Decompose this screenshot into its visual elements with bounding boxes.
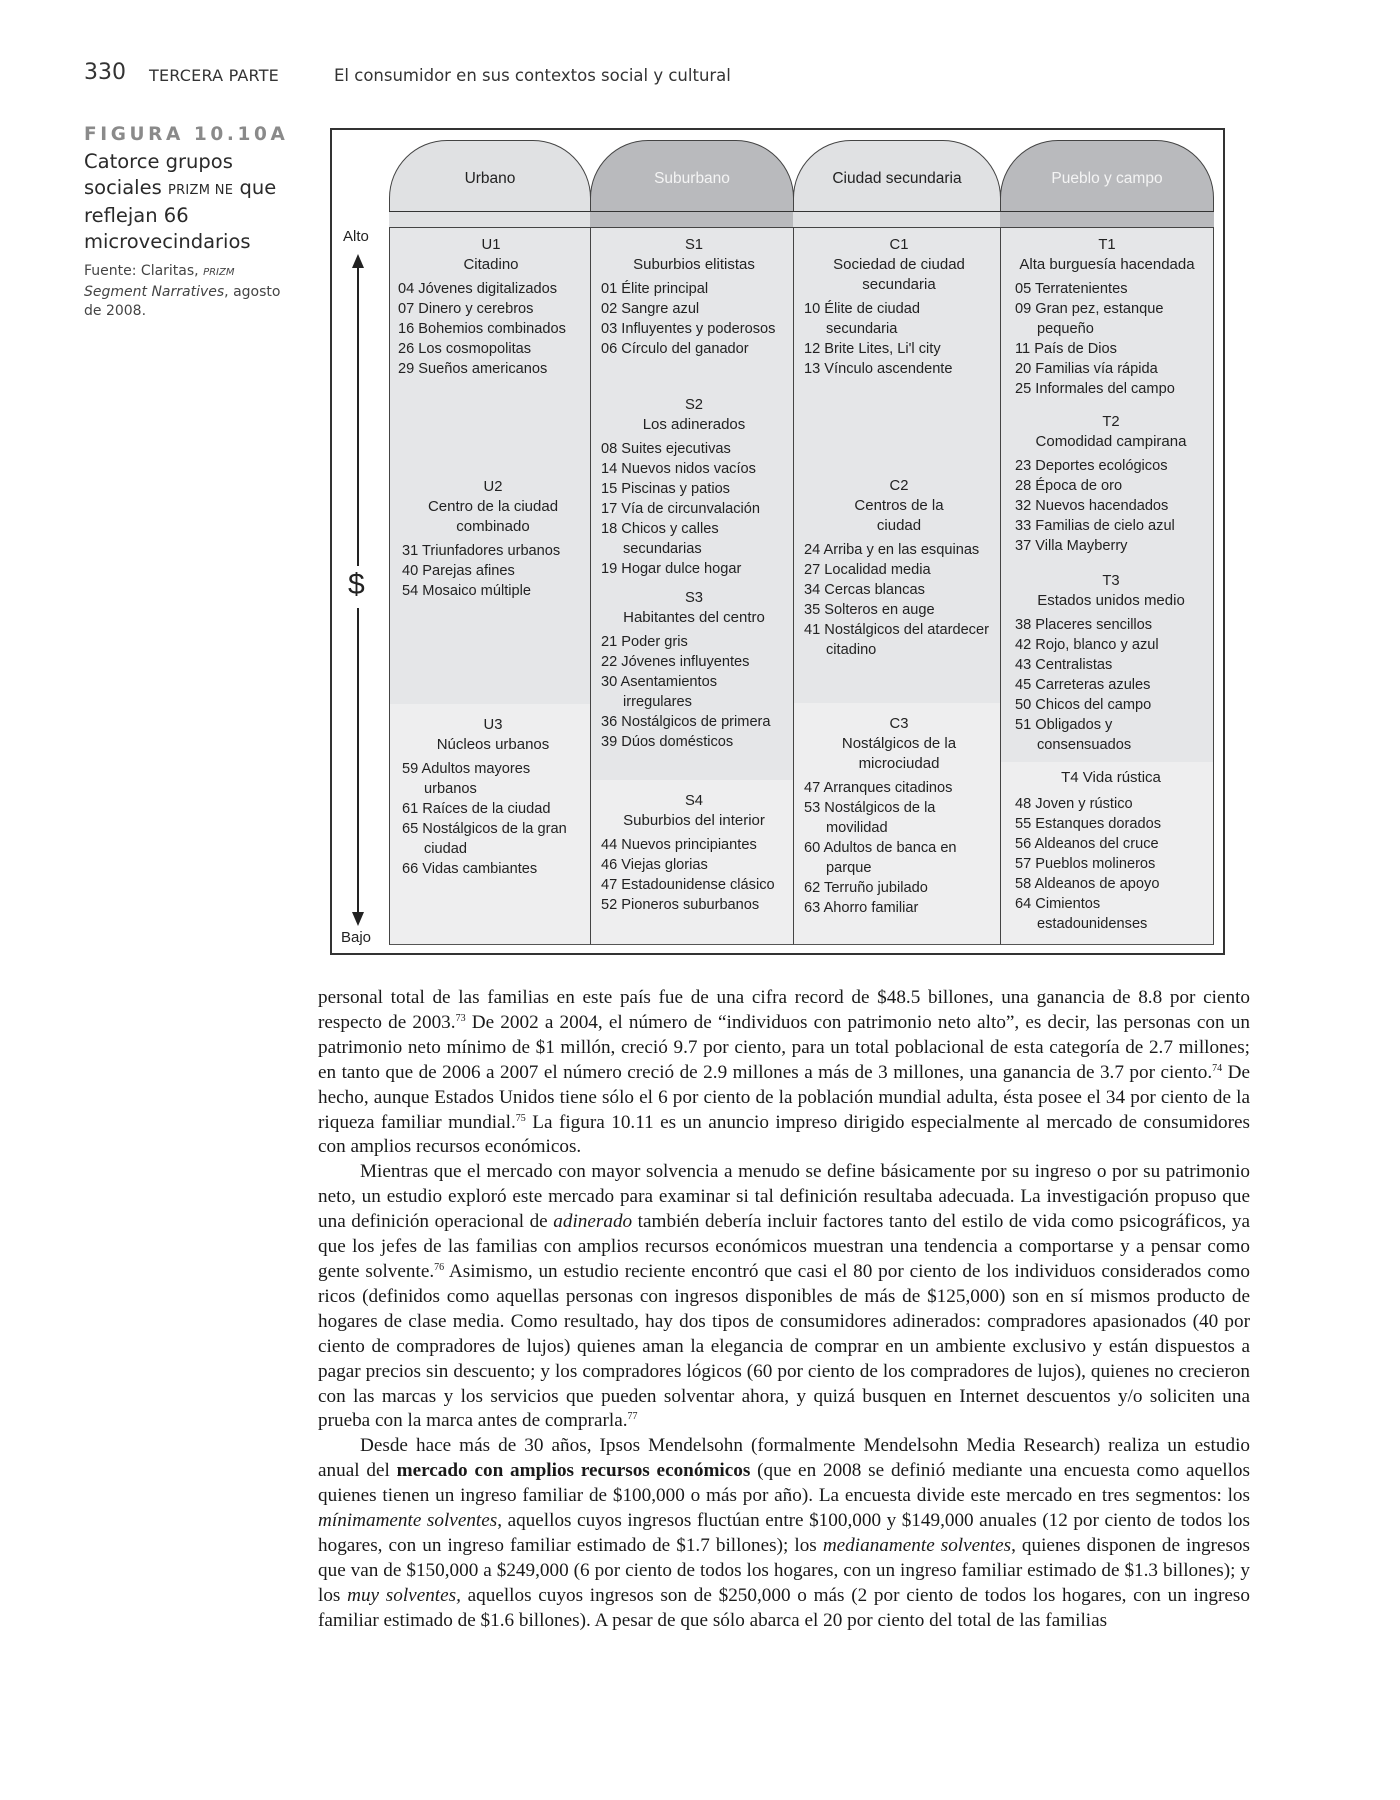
group-code: U2	[483, 479, 503, 495]
segment-item: 18 Chicos y calles secundarias	[601, 521, 719, 557]
segment-item: 34 Cercas blancas	[804, 582, 925, 598]
group-name: Citadino	[463, 256, 519, 273]
segment-item: 47 Estadounidense clásico	[601, 877, 775, 893]
group-c3	[793, 703, 1001, 945]
segment-item: 57 Pueblos molineros	[1015, 856, 1156, 872]
segment-item: 36 Nostálgicos de primera	[601, 714, 771, 730]
segment-item: 37 Villa Mayberry	[1015, 538, 1128, 554]
segment-item: 26 Los cosmopolitas	[398, 341, 532, 357]
segment-item: 51 Obligados y consensuados	[1015, 717, 1132, 753]
group-name: Centro de la ciudad combinado	[427, 498, 559, 535]
group-t3	[1000, 568, 1214, 763]
segment-item: 59 Adultos mayores urbanos	[402, 761, 531, 797]
segment-list	[601, 439, 787, 579]
group-name: Vida rústica	[1082, 769, 1161, 786]
group-code: T3	[1102, 573, 1120, 589]
segment-item: 47 Arranques citadinos	[804, 780, 953, 796]
group-t4	[1000, 762, 1214, 945]
column-band	[793, 211, 1001, 228]
text-run: (que en 2008 se definió mediante una encuesta como aquellos quienes tienen un ingreso familiar de $100,000 o más por año). La encuesta divide este mercado en tres segmentos: los	[318, 1460, 1250, 1507]
segment-item: 28 Época de oro	[1015, 478, 1123, 494]
figure-label: FIGURA 10.10A	[84, 124, 289, 145]
group-s3	[590, 585, 794, 781]
group-name: Suburbios elitistas	[633, 256, 755, 273]
segment-item: 39 Dúos domésticos	[601, 734, 734, 750]
segment-item: 06 Círculo del ganador	[601, 341, 749, 357]
text-run: De 2002 a 2004, el número de “individuos con patrimonio neto alto”, es decir, las personas con un patrimonio neto mínimo de $1 millón, creció 9.7 por ciento, para un total poblacional de esta categoría de 2.7 millones; en tanto que de 2006 a 2007 el número creció de 2.9 millones a más de 3 millones, una ganancia de 3.7 por ciento.	[318, 1011, 1250, 1083]
group-code: T1	[1098, 237, 1116, 253]
axis-bottom-label: Bajo	[341, 929, 372, 946]
segment-item: 27 Localidad media	[804, 562, 931, 578]
segment-list	[402, 759, 584, 879]
paragraph-3	[318, 1434, 1250, 1633]
group-code: T2	[1102, 414, 1120, 430]
group-code: S3	[684, 590, 704, 606]
source-smallcaps: PRIZM	[203, 267, 235, 278]
segment-item: 60 Adultos de banca en parque	[804, 840, 957, 876]
figure-title	[84, 149, 294, 254]
segment-list	[1015, 279, 1211, 399]
key-term: mercado con amplios recursos económicos	[396, 1460, 751, 1482]
source-title: Segment Narratives	[84, 283, 225, 300]
group-name: Los adinerados	[642, 416, 746, 433]
footnote-ref[interactable]: 76	[434, 1261, 445, 1273]
segment-item: 32 Nuevos hacendados	[1015, 498, 1169, 514]
segment-list	[1015, 615, 1207, 755]
segment-item: 35 Solteros en auge	[804, 602, 935, 618]
column-header-suburbano	[590, 140, 794, 212]
segment-item: 16 Bohemios combinados	[398, 321, 566, 337]
group-name: Estados unidos medio	[1037, 592, 1185, 609]
group-name: Comodidad campirana	[1035, 433, 1187, 450]
segment-item: 22 Jóvenes influyentes	[601, 654, 750, 670]
segment-item: 03 Influyentes y poderosos	[601, 321, 776, 337]
dollar-icon: $	[348, 568, 365, 601]
segment-item: 40 Parejas afines	[402, 563, 515, 579]
axis-line-upper	[357, 266, 359, 566]
text-run: , aquellos cuyos ingresos fluctúan entre $100,000 y $149,000 anuales (12 por ciento de todos los hogares, con un ingreso familiar estimado de $1.7 billones); los	[318, 1510, 1250, 1556]
emphasis: muy solventes,	[347, 1584, 461, 1606]
group-code: S2	[684, 397, 704, 413]
column-header-label: Pueblo y campo	[1051, 169, 1163, 187]
segment-item: 45 Carreteras azules	[1015, 677, 1151, 693]
segment-item: 38 Placeres sencillos	[1015, 617, 1153, 633]
segment-item: 52 Pioneros suburbanos	[601, 897, 760, 913]
segment-item: 62 Terruño jubilado	[804, 880, 928, 896]
column-header-label: Suburbano	[654, 169, 730, 187]
group-u3	[389, 704, 591, 945]
column-header-urbano	[389, 140, 591, 212]
text-run: , quienes disponen de ingresos que van de $150,000 a $249,000 (6 por ciento de todos los hogares, con un ingreso familiar estimado de $1.3 billones); y los	[318, 1534, 1250, 1606]
segment-item: 24 Arriba y en las esquinas	[804, 542, 980, 558]
segment-item: 02 Sangre azul	[601, 301, 700, 317]
source-suffix: , agosto de 2008.	[84, 283, 281, 319]
arrow-down-icon	[352, 912, 364, 926]
segment-item: 61 Raíces de la ciudad	[402, 801, 551, 817]
text-run: De hecho, aunque Estados Unidos tiene sólo el 6 por ciento de la población mundial adulta, ésta posee el 34 por ciento de la riqueza familiar mundial.	[318, 1061, 1251, 1133]
figure-source	[84, 262, 284, 322]
text-run: La figura 10.11 es un anuncio impreso dirigido especialmente al mercado de consumidores con amplios recursos económicos.	[318, 1111, 1250, 1158]
segment-item: 43 Centralistas	[1015, 657, 1113, 673]
axis-line-lower	[357, 608, 359, 914]
segment-item: 07 Dinero y cerebros	[398, 301, 534, 317]
group-code: U1	[481, 237, 501, 253]
segment-item: 50 Chicos del campo	[1015, 697, 1152, 713]
column-header-ciudad-secundaria	[793, 140, 1001, 212]
footnote-ref[interactable]: 74	[1212, 1062, 1223, 1074]
group-u1	[389, 228, 591, 467]
group-s2	[590, 392, 794, 586]
segment-item: 65 Nostálgicos de la gran ciudad	[402, 821, 567, 857]
segment-list	[601, 835, 787, 915]
group-name: Sociedad de ciudad secundaria	[833, 256, 965, 293]
source-prefix: Fuente: Claritas,	[84, 263, 204, 279]
segment-item: 64 Cimientos estadounidenses	[1015, 896, 1148, 932]
column-header-label: Ciudad secundaria	[832, 169, 962, 187]
segment-item: 44 Nuevos principiantes	[601, 837, 757, 853]
page-number: 330	[84, 60, 126, 85]
segment-item: 53 Nostálgicos de la movilidad	[804, 800, 936, 836]
column-header-label: Urbano	[464, 169, 516, 187]
group-code: T4	[1061, 769, 1079, 786]
group-name: Centros de la ciudad	[854, 497, 944, 534]
group-code: U3	[483, 717, 503, 733]
segment-item: 54 Mosaico múltiple	[402, 583, 531, 599]
group-name: Nostálgicos de la microciudad	[841, 735, 957, 772]
group-heading	[1015, 768, 1207, 788]
segment-item: 04 Jóvenes digitalizados	[398, 281, 558, 297]
paragraph-1	[318, 986, 1250, 1160]
segment-item: 21 Poder gris	[601, 634, 688, 650]
group-code: C2	[889, 478, 909, 494]
text-run: también debería incluir factores tanto del estilo de vida como psicográficos, ya que los jefes de las familias con amplios recursos económicos muestran una tendencia a comportarse y a pensar como gente solvente.	[318, 1211, 1250, 1282]
group-t1	[1000, 228, 1214, 410]
group-name: Suburbios del interior	[623, 812, 765, 829]
text-run: Desde hace más de 30 años, Ipsos Mendelsohn (formalmente Mendelsohn Media Research) realiza un estudio anual del	[318, 1435, 1250, 1482]
paragraph-2	[318, 1160, 1250, 1434]
emphasis: medianamente solventes	[822, 1534, 1012, 1556]
segment-item: 63 Ahorro familiar	[804, 900, 919, 916]
segment-item: 15 Piscinas y patios	[601, 481, 730, 497]
segment-item: 42 Rojo, blanco y azul	[1015, 637, 1159, 653]
column-band	[389, 211, 591, 228]
group-code: S1	[684, 237, 704, 253]
segment-item: 41 Nostálgicos del atardecer citadino	[804, 622, 989, 658]
segment-list	[398, 279, 584, 379]
group-name: Habitantes del centro	[623, 609, 765, 626]
footnote-ref[interactable]: 77	[627, 1411, 638, 1423]
column-header-pueblo-y-campo	[1000, 140, 1214, 212]
group-c1	[793, 228, 1001, 466]
figure-title-text-2: que reflejan 66 microvecindarios	[84, 175, 277, 253]
column-band	[1000, 211, 1214, 228]
text-run: Asimismo, un estudio reciente encontró que casi el 80 por ciento de los individuos considerados como ricos (definidos como aquellas personas con ingresos disponibles de más de $125,000) son en sí mismos producto de hogares de clase media. Como resultado, hay dos tipos de consumidores adinerados: compradores apasionados (40 por ciento de compradores de lujos) quienes aman la elegancia de comprar en un ambiente exclusivo y están dispuestos a pagar precios sin descuento; y los compradores lógicos (60 por ciento de los compradores de lujos), quienes no crecieron con las marcas y los servicios que pueden solventar ahora, y quizá busquen en Internet descuentos y/o soliciten una prueba con la marca antes de comprarla.	[318, 1260, 1250, 1432]
segment-item: 31 Triunfadores urbanos	[402, 543, 561, 559]
chapter-title: El consumidor en sus contextos social y cultural	[334, 66, 731, 85]
segment-item: 48 Joven y rústico	[1015, 796, 1133, 812]
segment-item: 55 Estanques dorados	[1015, 816, 1162, 832]
segment-list	[804, 540, 994, 660]
group-code: S4	[684, 793, 704, 809]
group-u2	[389, 466, 591, 705]
emphasis: adinerado	[553, 1211, 633, 1233]
segment-item: 17 Vía de circunvalación	[601, 501, 761, 517]
group-t2	[1000, 409, 1214, 569]
segment-item: 13 Vínculo ascendente	[804, 361, 953, 377]
segment-item: 25 Informales del campo	[1015, 381, 1175, 397]
group-code: C3	[889, 716, 909, 732]
group-c2	[793, 465, 1001, 704]
segment-list	[402, 541, 584, 601]
segment-list	[1015, 794, 1207, 934]
segment-item: 09 Gran pez, estanque pequeño	[1015, 301, 1164, 337]
segment-item: 11 País de Dios	[1015, 341, 1117, 357]
segment-item: 08 Suites ejecutivas	[601, 441, 731, 457]
group-name: Núcleos urbanos	[436, 736, 550, 753]
footnote-ref[interactable]: 75	[515, 1112, 526, 1124]
segment-item: 46 Viejas glorias	[601, 857, 708, 873]
figure-title-smallcaps: PRIZM NE	[167, 182, 234, 198]
body-text	[318, 986, 1250, 1634]
segment-item: 19 Hogar dulce hogar	[601, 561, 742, 577]
group-s4	[590, 780, 794, 945]
column-band	[590, 211, 794, 228]
group-code: C1	[889, 237, 909, 253]
segment-item: 01 Élite principal	[601, 281, 709, 297]
segment-item: 58 Aldeanos de apoyo	[1015, 876, 1160, 892]
text-run: personal total de las familias en este país fue de una cifra record de $48.5 billones, una ganancia de 8.8 por ciento respecto de 2003.	[318, 987, 1250, 1033]
segment-item: 56 Aldeanos del cruce	[1015, 836, 1159, 852]
segment-item: 05 Terratenientes	[1015, 281, 1128, 297]
part-label: TERCERA PARTE	[149, 66, 279, 85]
group-name: Alta burguesía hacendada	[1019, 256, 1195, 273]
group-s1	[590, 228, 794, 393]
footnote-ref[interactable]: 73	[455, 1012, 466, 1024]
segment-item: 29 Sueños americanos	[398, 361, 548, 377]
segment-item: 10 Élite de ciudad secundaria	[804, 301, 921, 337]
segment-list	[804, 778, 994, 918]
segment-item: 23 Deportes ecológicos	[1015, 458, 1168, 474]
segment-list	[804, 299, 994, 379]
segment-item: 30 Asentamientos irregulares	[601, 674, 718, 710]
text-run: aquellos cuyos ingresos son de $250,000 o más (2 por ciento de todos los hogares, con un ingreso familiar estimado de $1.6 billones). A pesar de que sólo abarca el 20 por ciento del total de las familias	[318, 1584, 1250, 1631]
figure-title-text: Catorce grupos sociales	[84, 150, 233, 199]
segment-item: 33 Familias de cielo azul	[1015, 518, 1175, 534]
text-run: Mientras que el mercado con mayor solvencia a menudo se define básicamente por su ingreso o por su patrimonio neto, un estudio exploró este mercado para examinar si tal definición resultaba adecuada. La investigación propuso que una definición operacional de	[318, 1161, 1250, 1233]
segment-item: 66 Vidas cambiantes	[402, 861, 538, 877]
segment-list	[601, 279, 787, 359]
segment-item: 14 Nuevos nidos vacíos	[601, 461, 756, 477]
axis-top-label: Alto	[343, 228, 369, 245]
segment-list	[601, 632, 787, 752]
segment-item: 20 Familias vía rápida	[1015, 361, 1158, 377]
segment-item: 12 Brite Lites, Li'l city	[804, 341, 941, 357]
segment-list	[1015, 456, 1207, 556]
emphasis: mínimamente solventes	[318, 1510, 498, 1532]
